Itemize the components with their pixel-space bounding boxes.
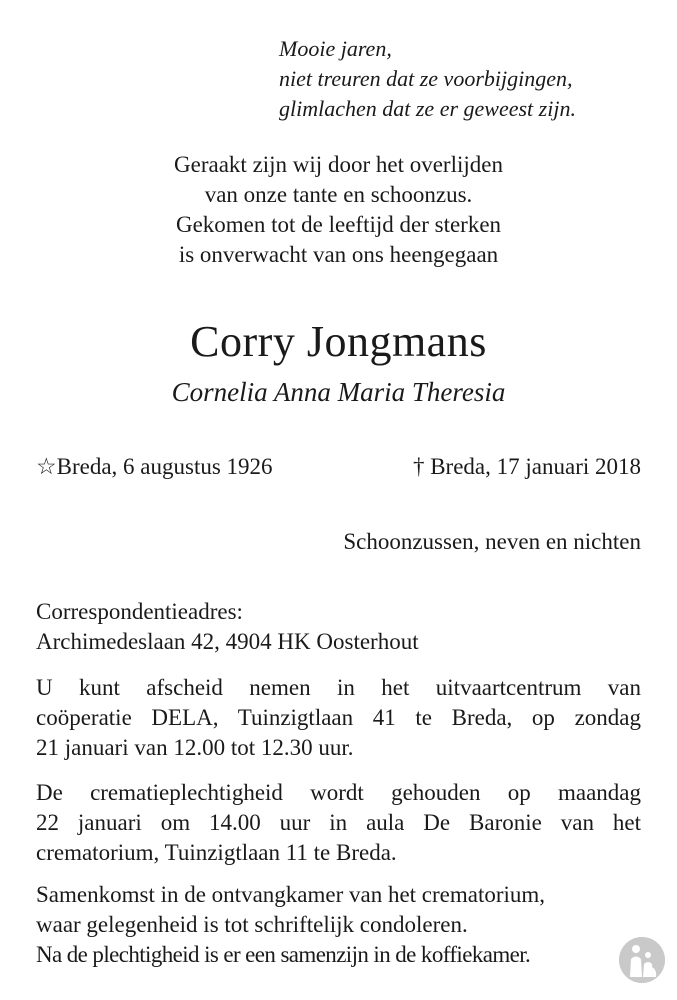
- intro-line: van onze tante en schoonzus.: [204, 182, 473, 207]
- cremation-paragraph: [36, 778, 641, 868]
- intro-line: Gekomen tot de leeftijd der sterken: [175, 212, 502, 237]
- family-signature: Schoonzussen, neven en nichten: [343, 529, 641, 554]
- farewell-line: U kunt afscheid nemen in het uitvaartcentrum van: [36, 675, 641, 700]
- gathering-paragraph: [36, 880, 641, 970]
- death-info: † Breda, 17 januari 2018: [412, 454, 641, 479]
- intro-line: Geraakt zijn wij door het overlijden: [174, 152, 503, 177]
- deceased-full-name: Cornelia Anna Maria Theresia: [171, 377, 506, 407]
- gathering-line: Na de plechtigheid is er een samenzijn in de koffiekamer.: [36, 942, 531, 967]
- deceased-name: Corry Jongmans: [190, 317, 487, 366]
- poem-line: Mooie jaren,: [279, 36, 392, 61]
- cremation-line: De crematieplechtigheid wordt gehouden op maandag: [36, 780, 641, 805]
- cremation-line: crematorium, Tuinzigtlaan 11 te Breda.: [36, 840, 397, 865]
- cremation-line: 22 januari om 14.00 uur in aula De Baronie van het: [36, 810, 641, 835]
- gathering-line: waar gelegenheid is tot schriftelijk condoleren.: [36, 912, 468, 937]
- farewell-line: coöperatie DELA, Tuinzigtlaan 41 te Breda, op zondag: [36, 705, 641, 730]
- intro-text: [0, 150, 677, 270]
- correspondence-address: [36, 597, 641, 657]
- poem-line: glimlachen dat ze er geweest zijn.: [279, 96, 576, 121]
- farewell-paragraph: [36, 673, 641, 763]
- poem-line: niet treuren dat ze voorbijgingen,: [279, 66, 573, 91]
- gathering-line: Samenkomst in de ontvangkamer van het crematorium,: [36, 882, 546, 907]
- correspondence-address-line: Archimedeslaan 42, 4904 HK Oosterhout: [36, 629, 419, 654]
- farewell-line: 21 januari van 12.00 tot 12.30 uur.: [36, 735, 354, 760]
- poem: [279, 34, 576, 124]
- birth-info: ☆Breda, 6 augustus 1926: [36, 454, 273, 479]
- family-silhouette-icon: [619, 937, 665, 983]
- intro-line: is onverwacht van ons heengegaan: [178, 242, 499, 267]
- correspondence-label: Correspondentieadres:: [36, 599, 243, 624]
